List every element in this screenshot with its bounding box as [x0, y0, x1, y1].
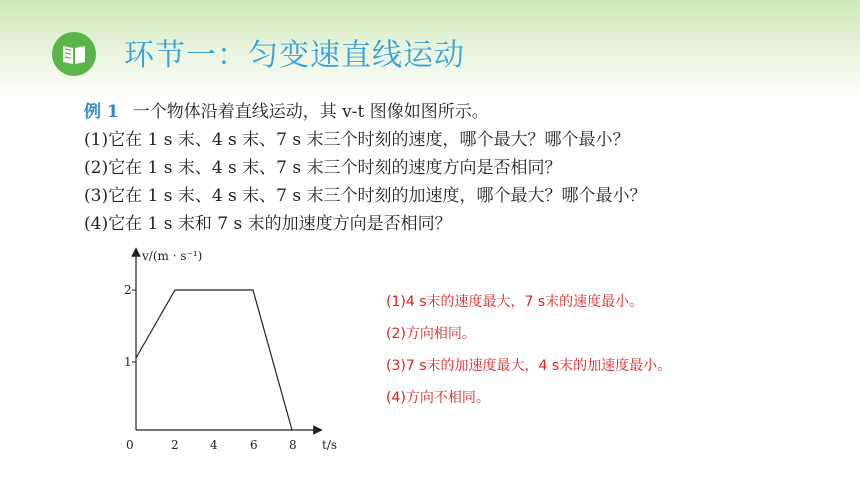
velocity-line — [136, 290, 292, 430]
open-book-icon — [52, 32, 96, 76]
example-label: 例 1 — [84, 102, 119, 122]
question-3: (3)它在 1 s 末、4 s 末、7 s 末三个时刻的加速度，哪个最大？哪个最小？ — [84, 186, 647, 206]
y-axis-label: v/(m · s⁻¹) — [142, 249, 203, 263]
problem-intro: 一个物体沿着直线运动，其 v-t 图像如图所示。 — [132, 102, 489, 122]
problem-intro-line — [84, 98, 784, 126]
x-tick-8: 8 — [289, 438, 297, 452]
page-title: 环节一：匀变速直线运动 — [124, 38, 465, 73]
x-tick-4: 4 — [210, 438, 218, 452]
y-tick-1: 1 — [124, 355, 132, 369]
answers — [386, 286, 671, 414]
x-tick-2: 2 — [171, 438, 179, 452]
answer-3: (3)7 s末的加速度最大，4 s末的加速度最小。 — [386, 358, 672, 374]
x-tick-0: 0 — [126, 438, 134, 452]
vt-graph — [100, 240, 360, 460]
question-4: (4)它在 1 s 末和 7 s 末的加速度方向是否相同？ — [84, 214, 452, 234]
x-tick-6: 6 — [250, 438, 258, 452]
question-1: (1)它在 1 s 末、4 s 末、7 s 末三个时刻的速度，哪个最大？哪个最小？ — [84, 130, 630, 150]
answer-2: (2)方向相同。 — [386, 326, 476, 342]
answer-1: (1)4 s末的速度最大，7 s末的速度最小。 — [386, 294, 644, 310]
problem-statement — [84, 98, 784, 238]
question-2: (2)它在 1 s 末、4 s 末、7 s 末三个时刻的速度方向是否相同？ — [84, 158, 562, 178]
x-axis-label: t/s — [322, 438, 338, 452]
answer-4: (4)方向不相同。 — [386, 390, 490, 406]
y-tick-2: 2 — [124, 283, 132, 297]
